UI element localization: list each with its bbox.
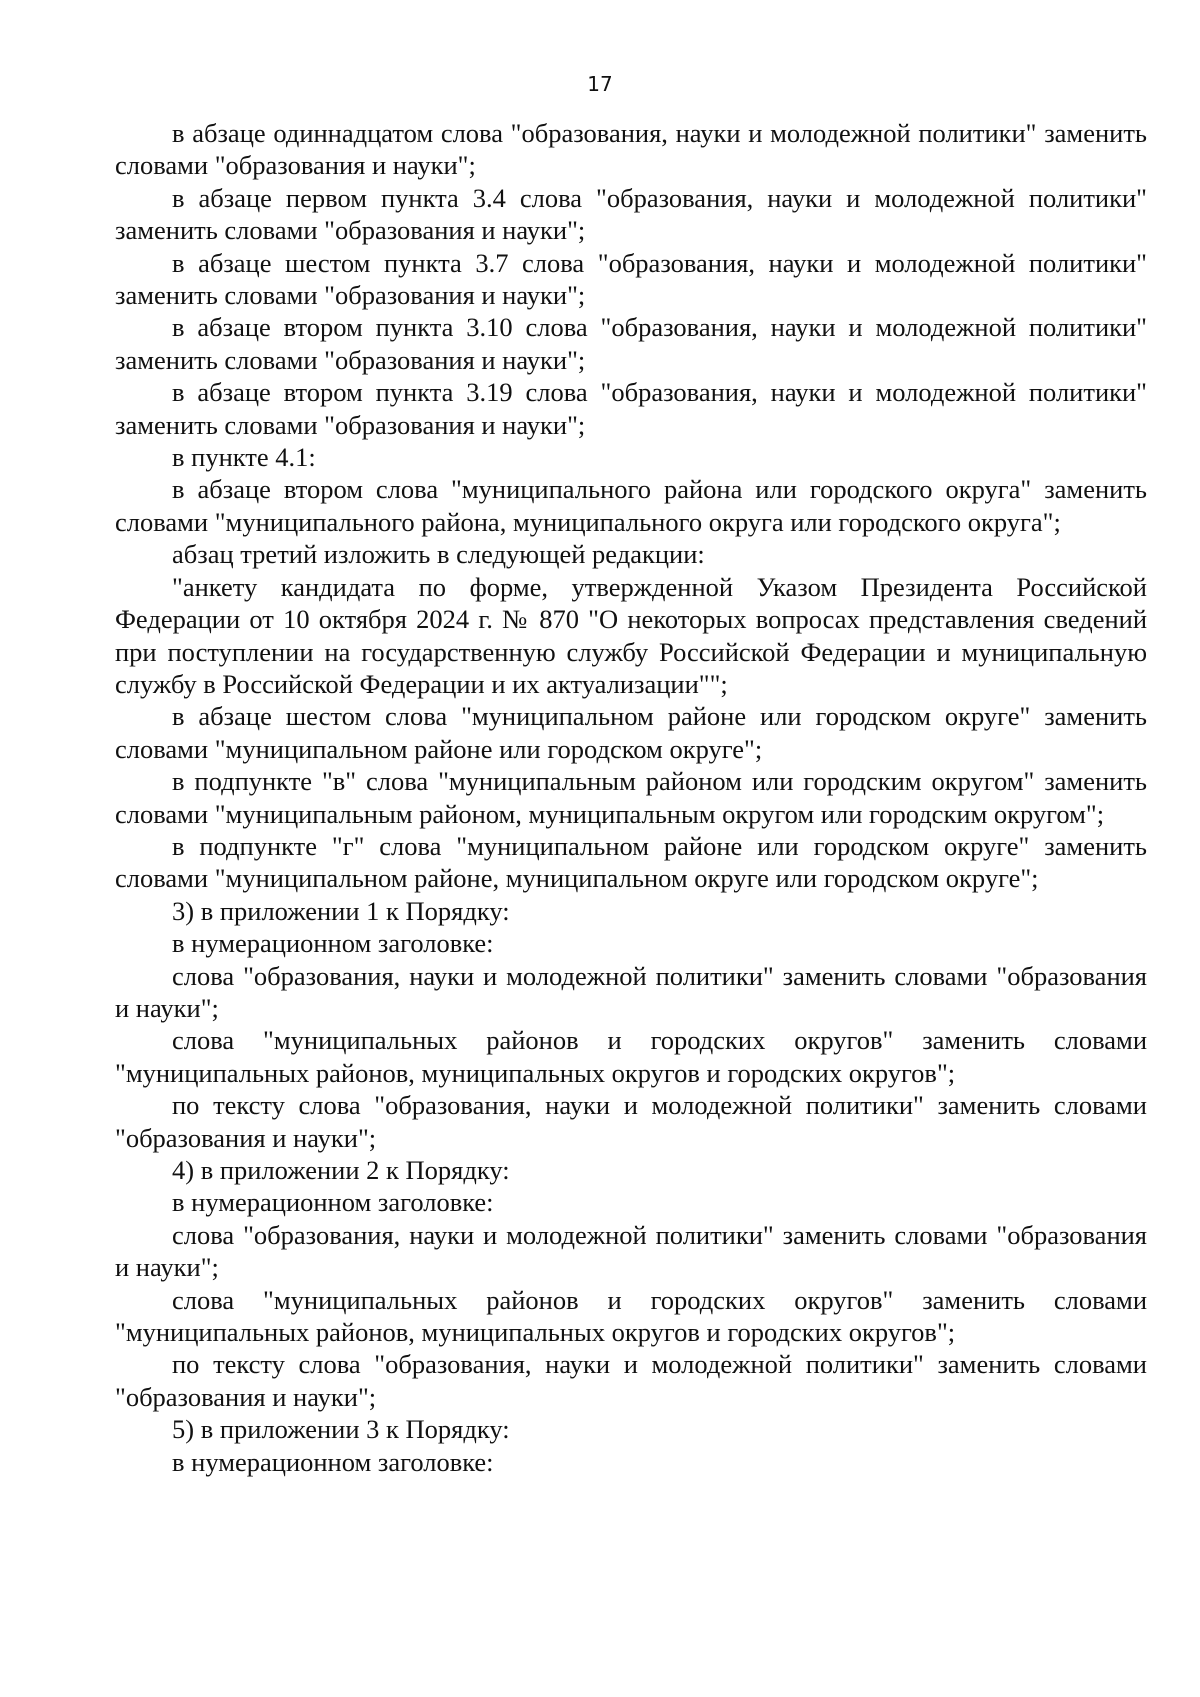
- page-number: 17: [587, 72, 613, 96]
- paragraph-7: в абзаце втором слова "муниципального района или городского округа" заменить словами "муниципального района, муниципального округа или городского округа";: [115, 474, 1147, 537]
- paragraph-24: в нумерационном заголовке:: [172, 1446, 494, 1477]
- paragraph-9: "анкету кандидата по форме, утвержденной Указом Президента Российской Федерации от 10 октября 2024 г. № 870 "О некоторых вопросах представления сведений при поступлении на государственную службу Российской Федерации и муниципальную службу в Российской Федерации и их актуализации"";: [115, 571, 1147, 699]
- paragraph-11: в подпункте "в" слова "муниципальным районом или городским округом" заменить словами "муниципальным районом, муниципальным округом или городским округом";: [115, 766, 1147, 829]
- paragraph-19: в нумерационном заголовке:: [172, 1187, 494, 1218]
- paragraph-14: в нумерационном заголовке:: [172, 928, 494, 959]
- document-body: [115, 117, 1147, 1478]
- paragraph-22: по тексту слова "образования, науки и молодежной политики" заменить словами "образования и науки";: [115, 1349, 1147, 1412]
- paragraph-4: в абзаце втором пункта 3.10 слова "образования, науки и молодежной политики" заменить словами "образования и науки";: [115, 312, 1147, 375]
- paragraph-3: в абзаце шестом пункта 3.7 слова "образования, науки и молодежной политики" заменить словами "образования и науки";: [115, 247, 1147, 311]
- paragraph-5: в абзаце втором пункта 3.19 слова "образования, науки и молодежной политики" заменить словами "образования и науки";: [115, 377, 1147, 440]
- paragraph-21: слова "муниципальных районов и городских округов" заменить словами "муниципальных районов, муниципальных округов и городских округов";: [115, 1284, 1147, 1348]
- paragraph-1: в абзаце одиннадцатом слова "образования, науки и молодежной политики" заменить словами "образования и науки";: [115, 118, 1147, 181]
- paragraph-17: по тексту слова "образования, науки и молодежной политики" заменить словами "образования и науки";: [115, 1090, 1147, 1153]
- paragraph-2: в абзаце первом пункта 3.4 слова "образования, науки и молодежной политики" заменить словами "образования и науки";: [115, 182, 1147, 246]
- paragraph-23: 5) в приложении 3 к Порядку:: [172, 1414, 510, 1445]
- paragraph-6: в пункте 4.1:: [172, 442, 316, 473]
- paragraph-10: в абзаце шестом слова "муниципальном районе или городском округе" заменить словами "муниципальном районе или городском округе";: [115, 701, 1147, 764]
- paragraph-18: 4) в приложении 2 к Порядку:: [172, 1155, 510, 1185]
- paragraph-20: слова "образования, науки и молодежной политики" заменить словами "образования и науки";: [115, 1219, 1147, 1283]
- paragraph-12: в подпункте "г" слова "муниципальном районе или городском округе" заменить словами "муниципальном районе, муниципальном округе или городском округе";: [115, 830, 1147, 894]
- paragraph-15: слова "образования, науки и молодежной политики" заменить словами "образования и науки";: [115, 960, 1147, 1023]
- paragraph-8: абзац третий изложить в следующей редакции:: [172, 539, 705, 570]
- paragraph-16: слова "муниципальных районов и городских округов" заменить словами "муниципальных районов, муниципальных округов и городских округов";: [115, 1025, 1147, 1088]
- paragraph-13: 3) в приложении 1 к Порядку:: [172, 895, 510, 926]
